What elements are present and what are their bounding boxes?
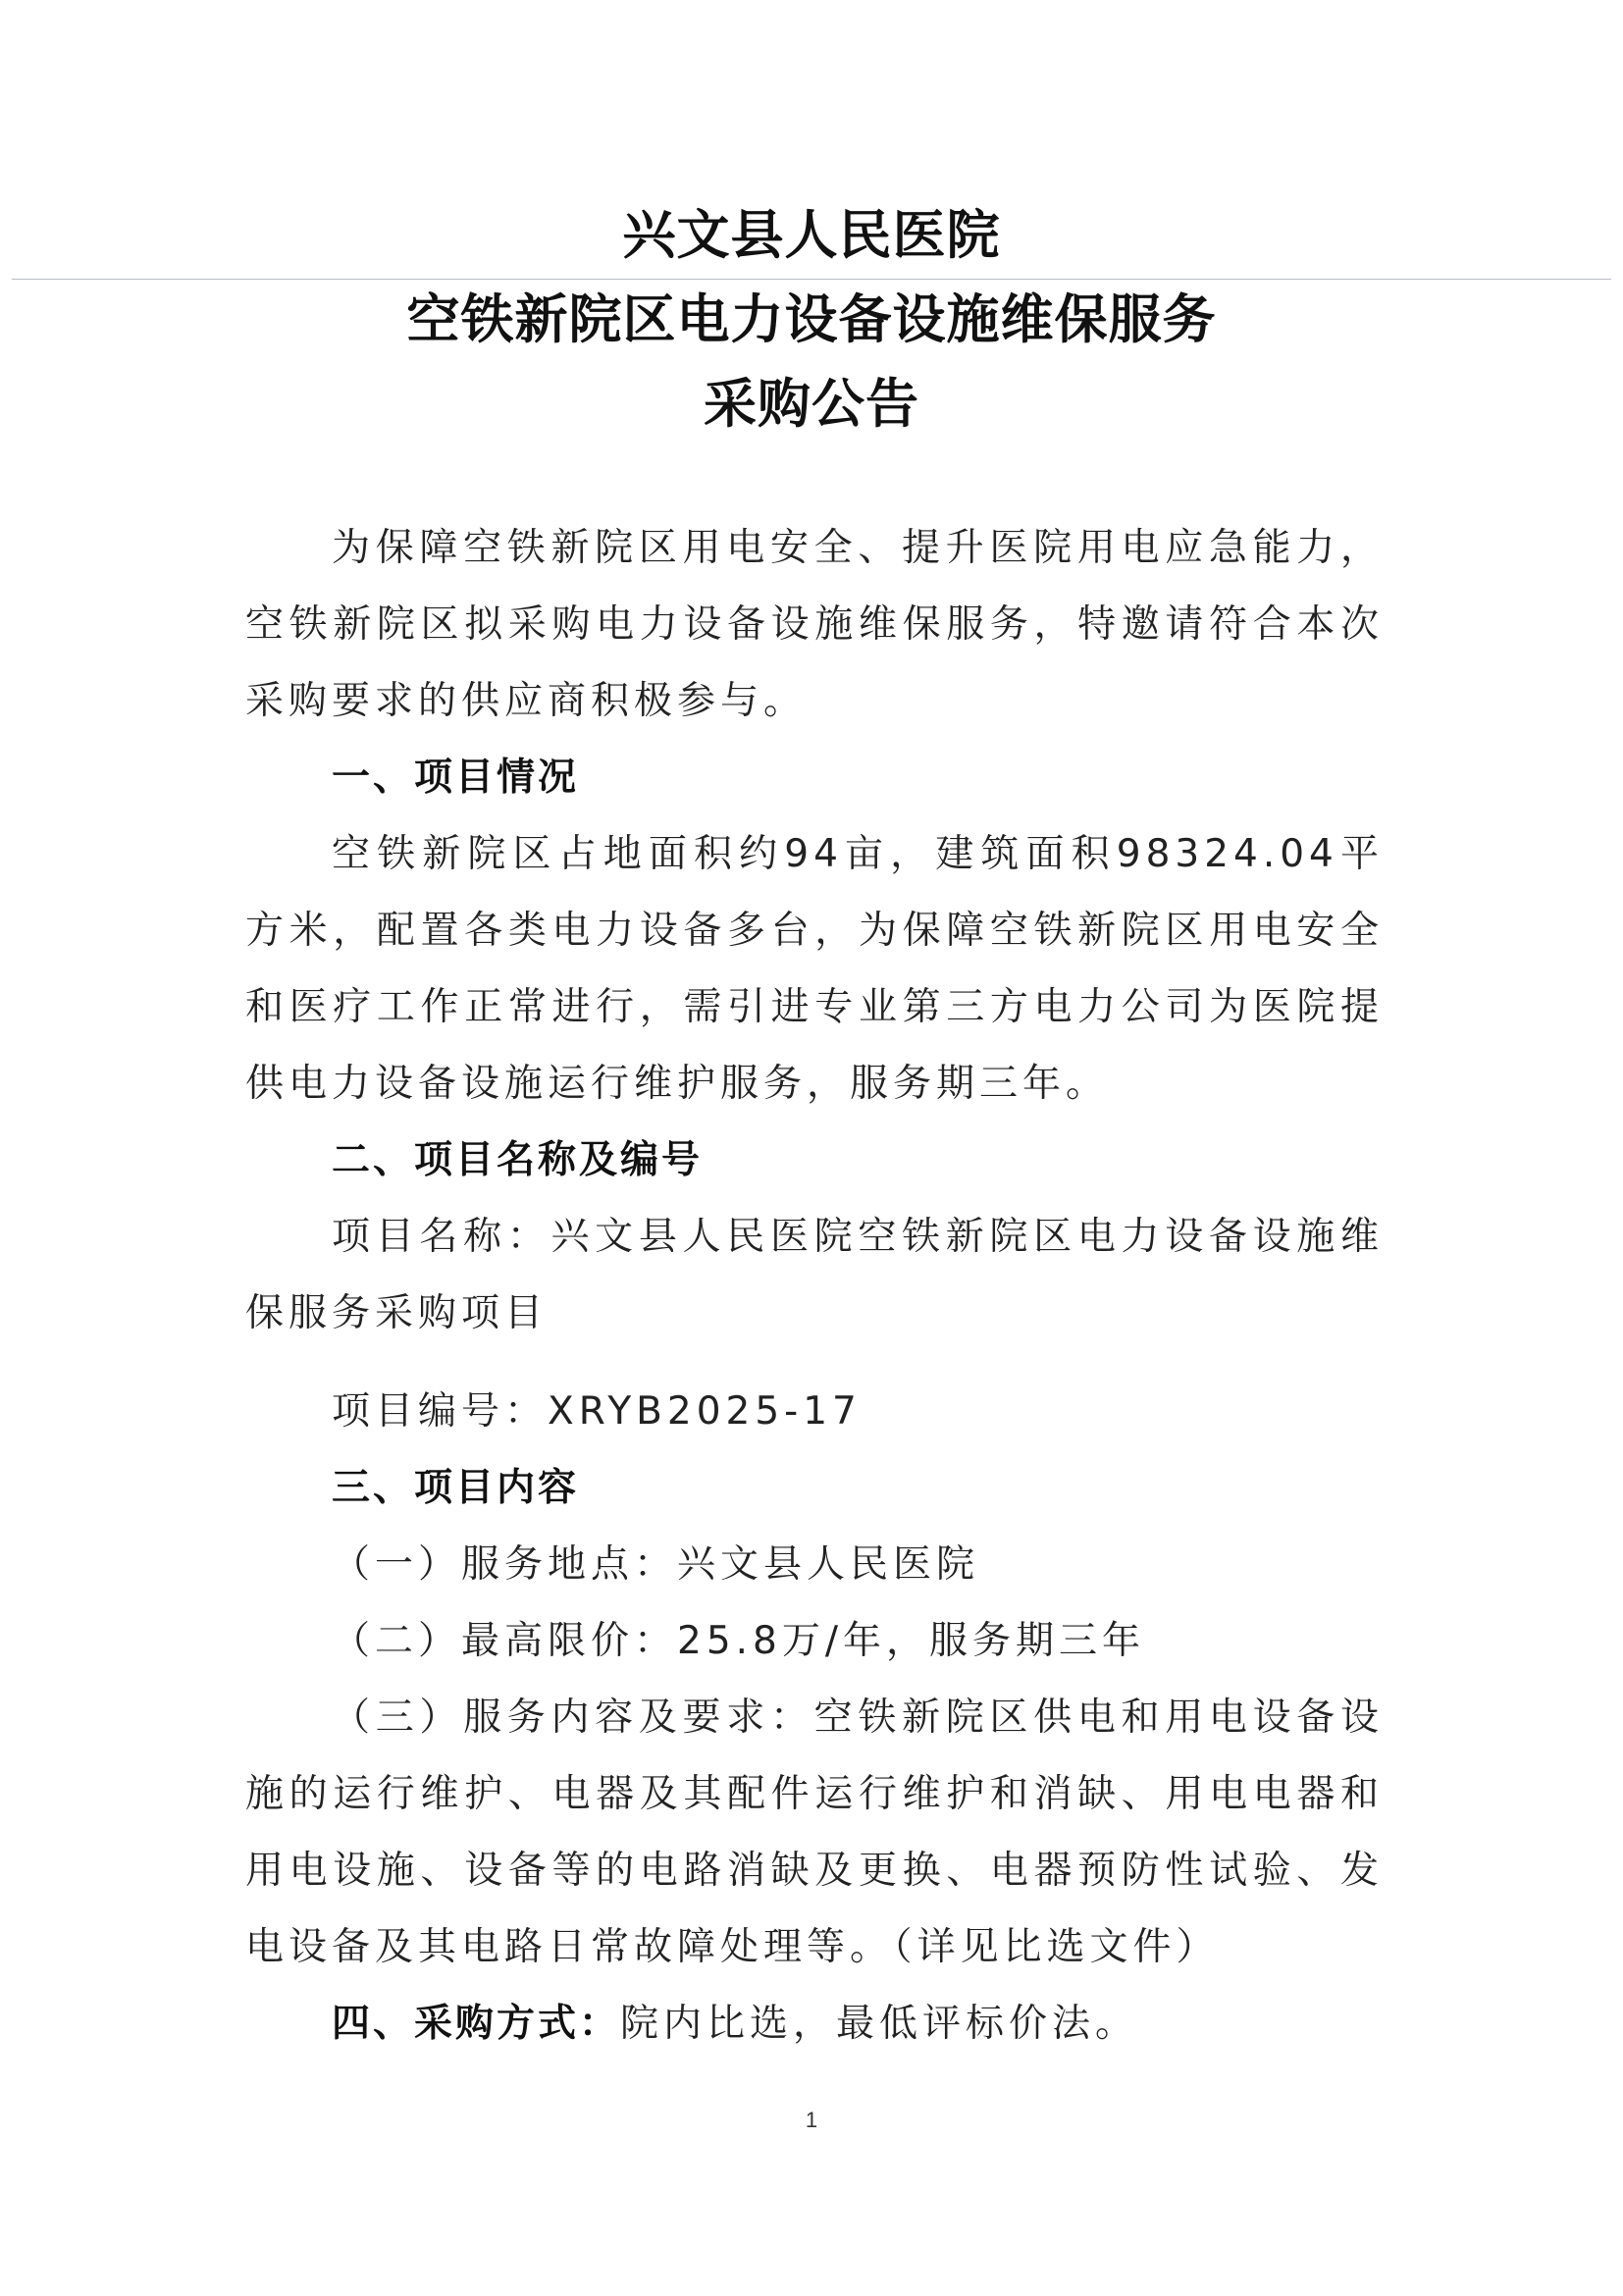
section-4-body: 院内比选，最低评标价法。: [620, 2002, 1139, 2046]
project-number: 项目编号：XRYB2025-17: [332, 1389, 862, 1434]
content-item-2: （二）最高限价：25.8万/年，服务期三年: [332, 1619, 1145, 1663]
section-4: [245, 1986, 1384, 2062]
title-line-3: 采购公告: [704, 372, 919, 435]
content-item-3: （三）服务内容及要求：空铁新院区供电和用电设备设施的运行维护、电器及其配件运行维护和消缺、用电电器和用电设施、设备等的电路消缺及更换、电器预防性试验、发电设备及其电路日常故障处理等。（详见比选文件）: [245, 1696, 1384, 1969]
section-4-heading: 四、采购方式：: [332, 2002, 621, 2046]
section-1-heading: 一、项目情况: [332, 756, 580, 800]
title-line-2: 空铁新院区电力设备设施维保服务: [406, 287, 1217, 350]
content-item-1: （一）服务地点：兴文县人民医院: [332, 1542, 980, 1587]
section-3-heading: 三、项目内容: [332, 1466, 580, 1510]
page-number: 1: [805, 2108, 818, 2132]
project-name: 项目名称：兴文县人民医院空铁新院区电力设备设施维保服务采购项目: [245, 1215, 1384, 1335]
document-title: [0, 192, 1623, 445]
section-2-heading: 二、项目名称及编号: [332, 1138, 704, 1182]
document-body: [245, 510, 1384, 2062]
title-line-1: 兴文县人民医院: [622, 203, 1001, 266]
intro-paragraph: 为保障空铁新院区用电安全、提升医院用电应急能力，空铁新院区拟采购电力设备设施维保服务，特邀请符合本次采购要求的供应商积极参与。: [245, 526, 1384, 723]
section-1-body: 空铁新院区占地面积约94亩，建筑面积98324.04平方米，配置各类电力设备多台，为保障空铁新院区用电安全和医疗工作正常进行，需引进专业第三方电力公司为医院提供电力设备设施运行维护服务，服务期三年。: [245, 832, 1384, 1106]
